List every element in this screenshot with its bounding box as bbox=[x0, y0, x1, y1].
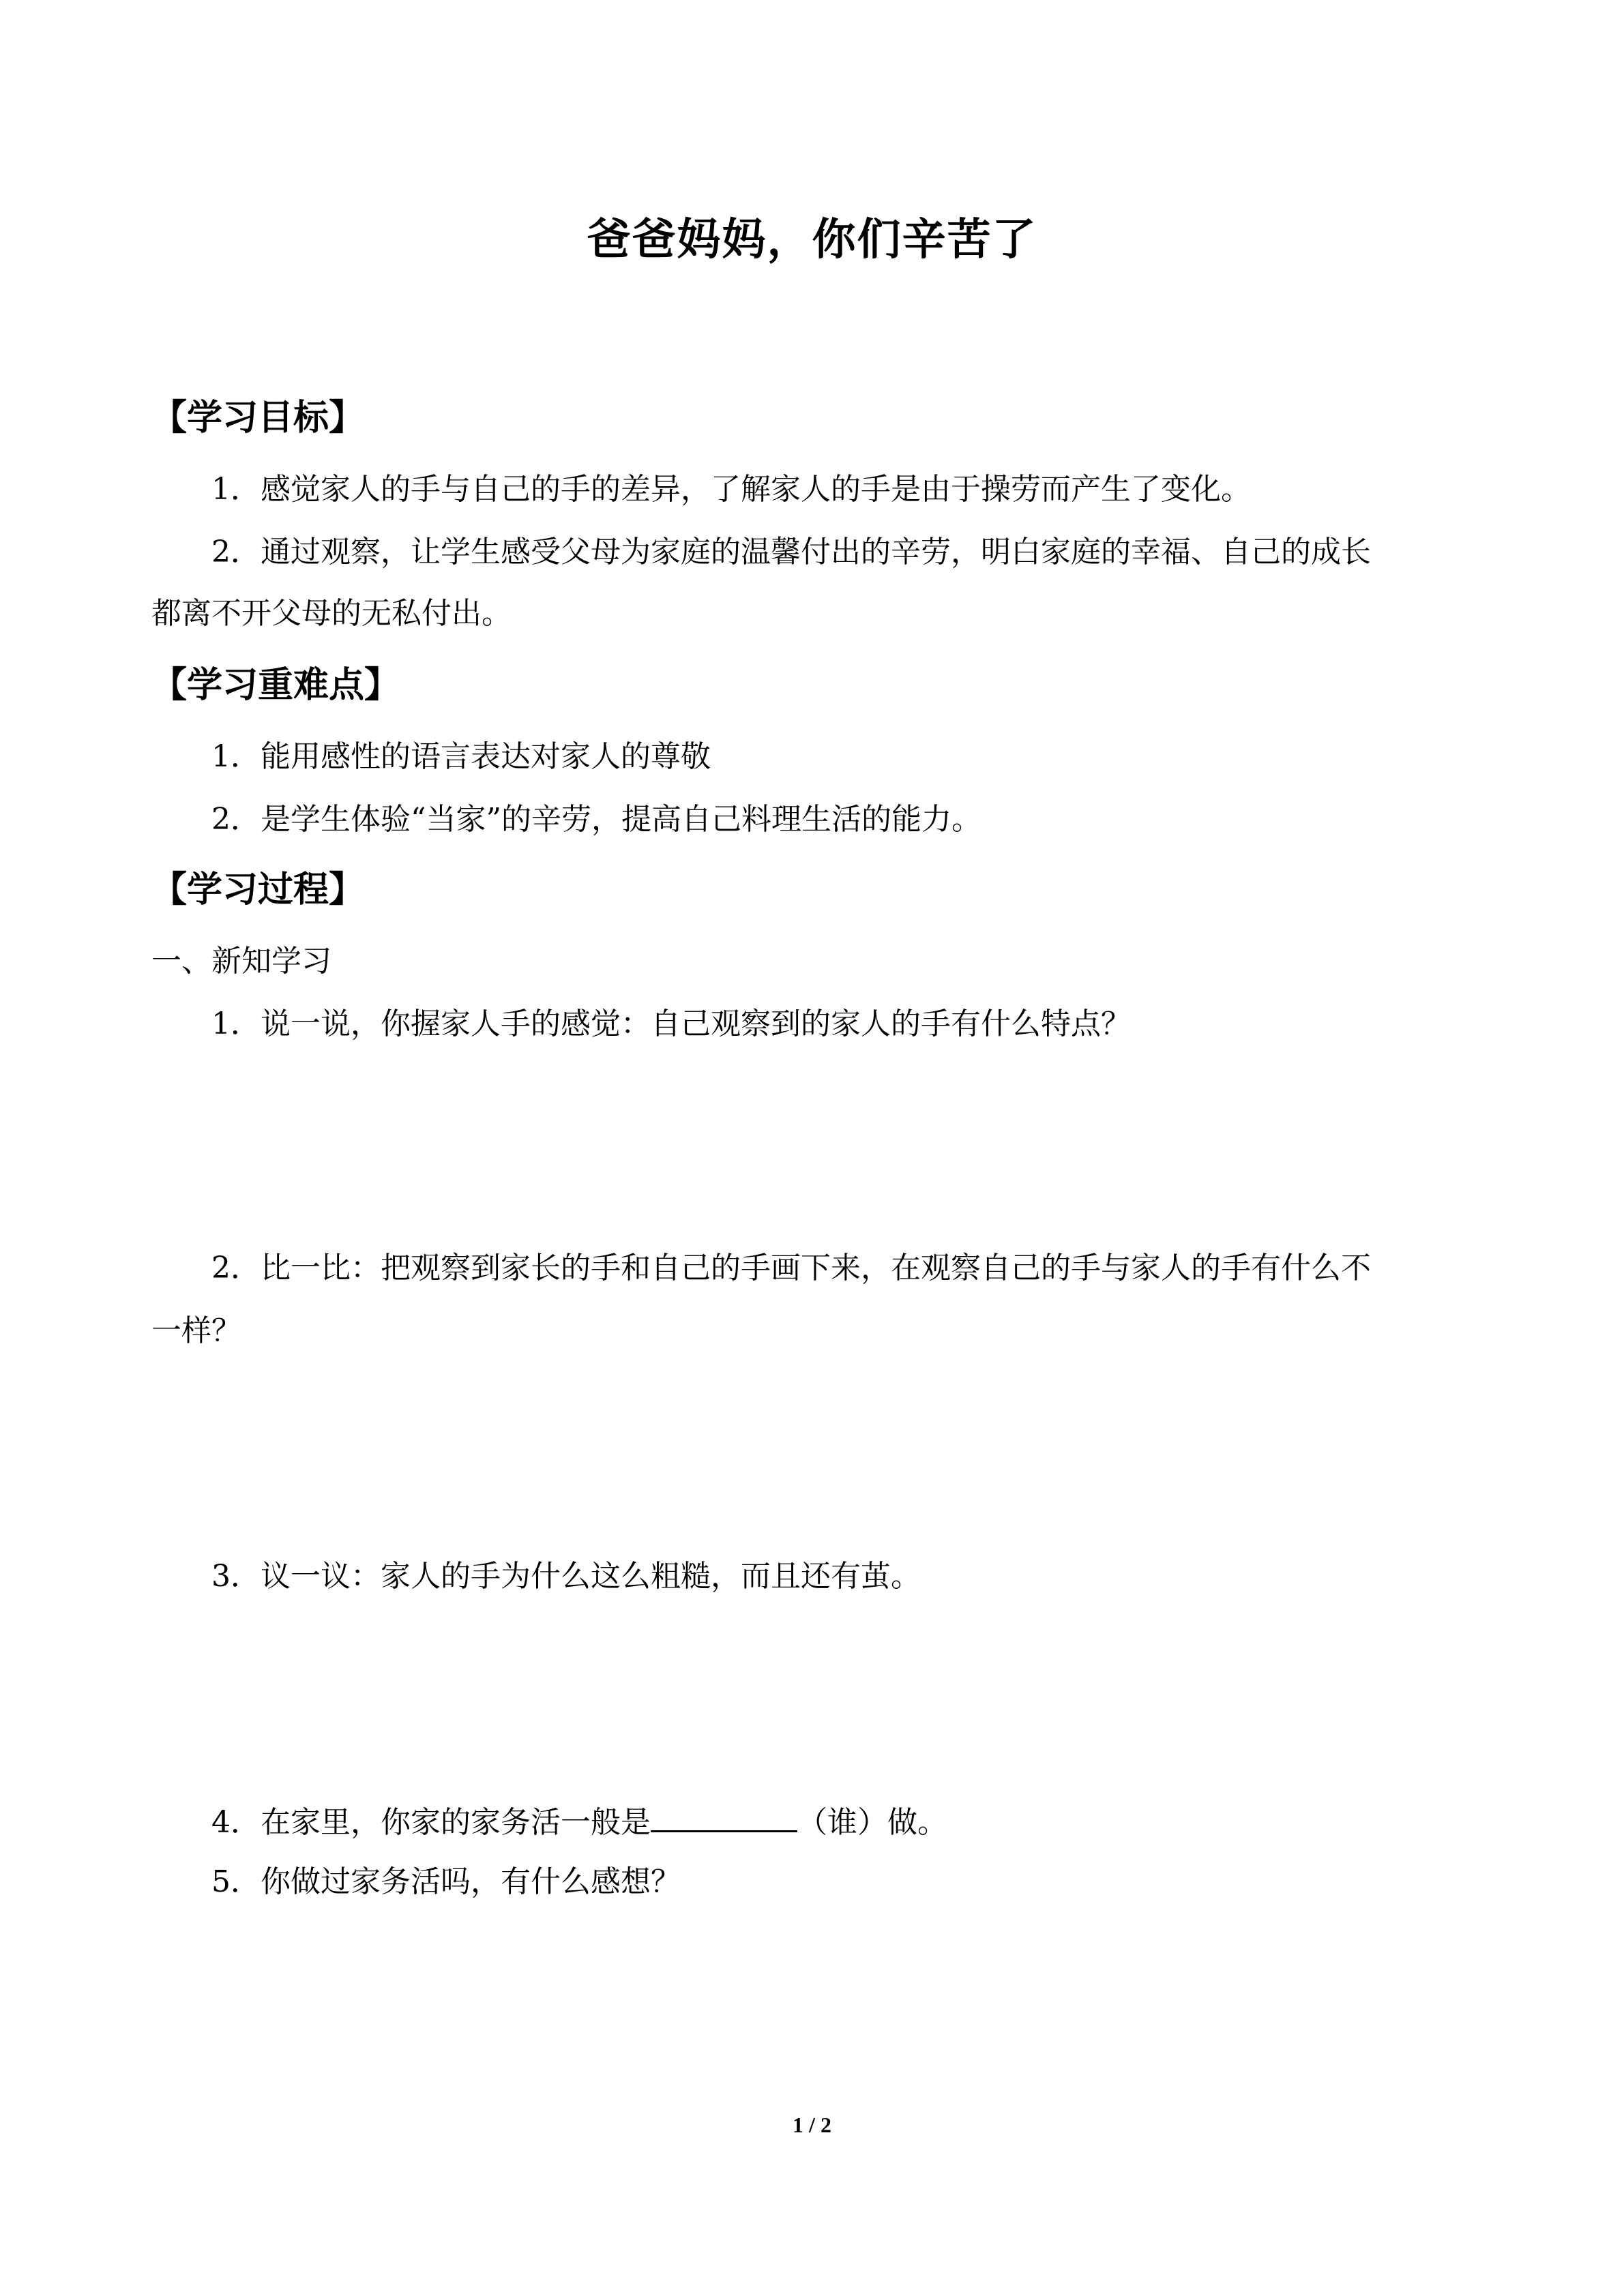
question-4-text-after: （谁）做。 bbox=[797, 1805, 947, 1840]
document-title: 爸爸妈妈，你们辛苦了 bbox=[587, 215, 1037, 265]
objective-item-1: 1．感觉家人的手与自己的手的差异，了解家人的手是由于操劳而产生了变化。 bbox=[211, 472, 1251, 507]
question-1: 1．说一说，你握家人手的感觉：自己观察到的家人的手有什么特点？ bbox=[211, 1007, 1131, 1041]
question-5: 5．你做过家务活吗，有什么感想？ bbox=[211, 1864, 681, 1899]
objective-item-2-line-1: 2．通过观察，让学生感受父母为家庭的温馨付出的辛劳，明白家庭的幸福、自己的成长 bbox=[211, 535, 1371, 569]
keypoint-item-2: 2．是学生体验“当家”的辛劳，提高自己料理生活的能力。 bbox=[211, 802, 981, 837]
objective-item-2-line-2: 都离不开父母的无私付出。 bbox=[151, 596, 512, 631]
keypoint-item-1: 1．能用感性的语言表达对家人的尊敬 bbox=[211, 739, 711, 774]
heading-keypoints: 【学习重难点】 bbox=[151, 665, 400, 706]
question-2-line-2: 一样？ bbox=[151, 1313, 241, 1348]
heading-process: 【学习过程】 bbox=[151, 869, 365, 910]
question-4-text-before: 4．在家里，你家的家务活一般是 bbox=[211, 1805, 651, 1840]
question-2-line-1: 2．比一比：把观察到家长的手和自己的手画下来，在观察自己的手与家人的手有什么不 bbox=[211, 1251, 1371, 1285]
question-4 bbox=[211, 1800, 947, 1843]
heading-objectives: 【学习目标】 bbox=[151, 398, 365, 438]
question-3: 3．议一议：家人的手为什么这么粗糙，而且还有茧。 bbox=[211, 1559, 921, 1594]
process-subheading: 一、新知学习 bbox=[151, 944, 331, 979]
page-number: 1 / 2 bbox=[793, 2113, 831, 2137]
answer-blank[interactable] bbox=[651, 1800, 797, 1832]
